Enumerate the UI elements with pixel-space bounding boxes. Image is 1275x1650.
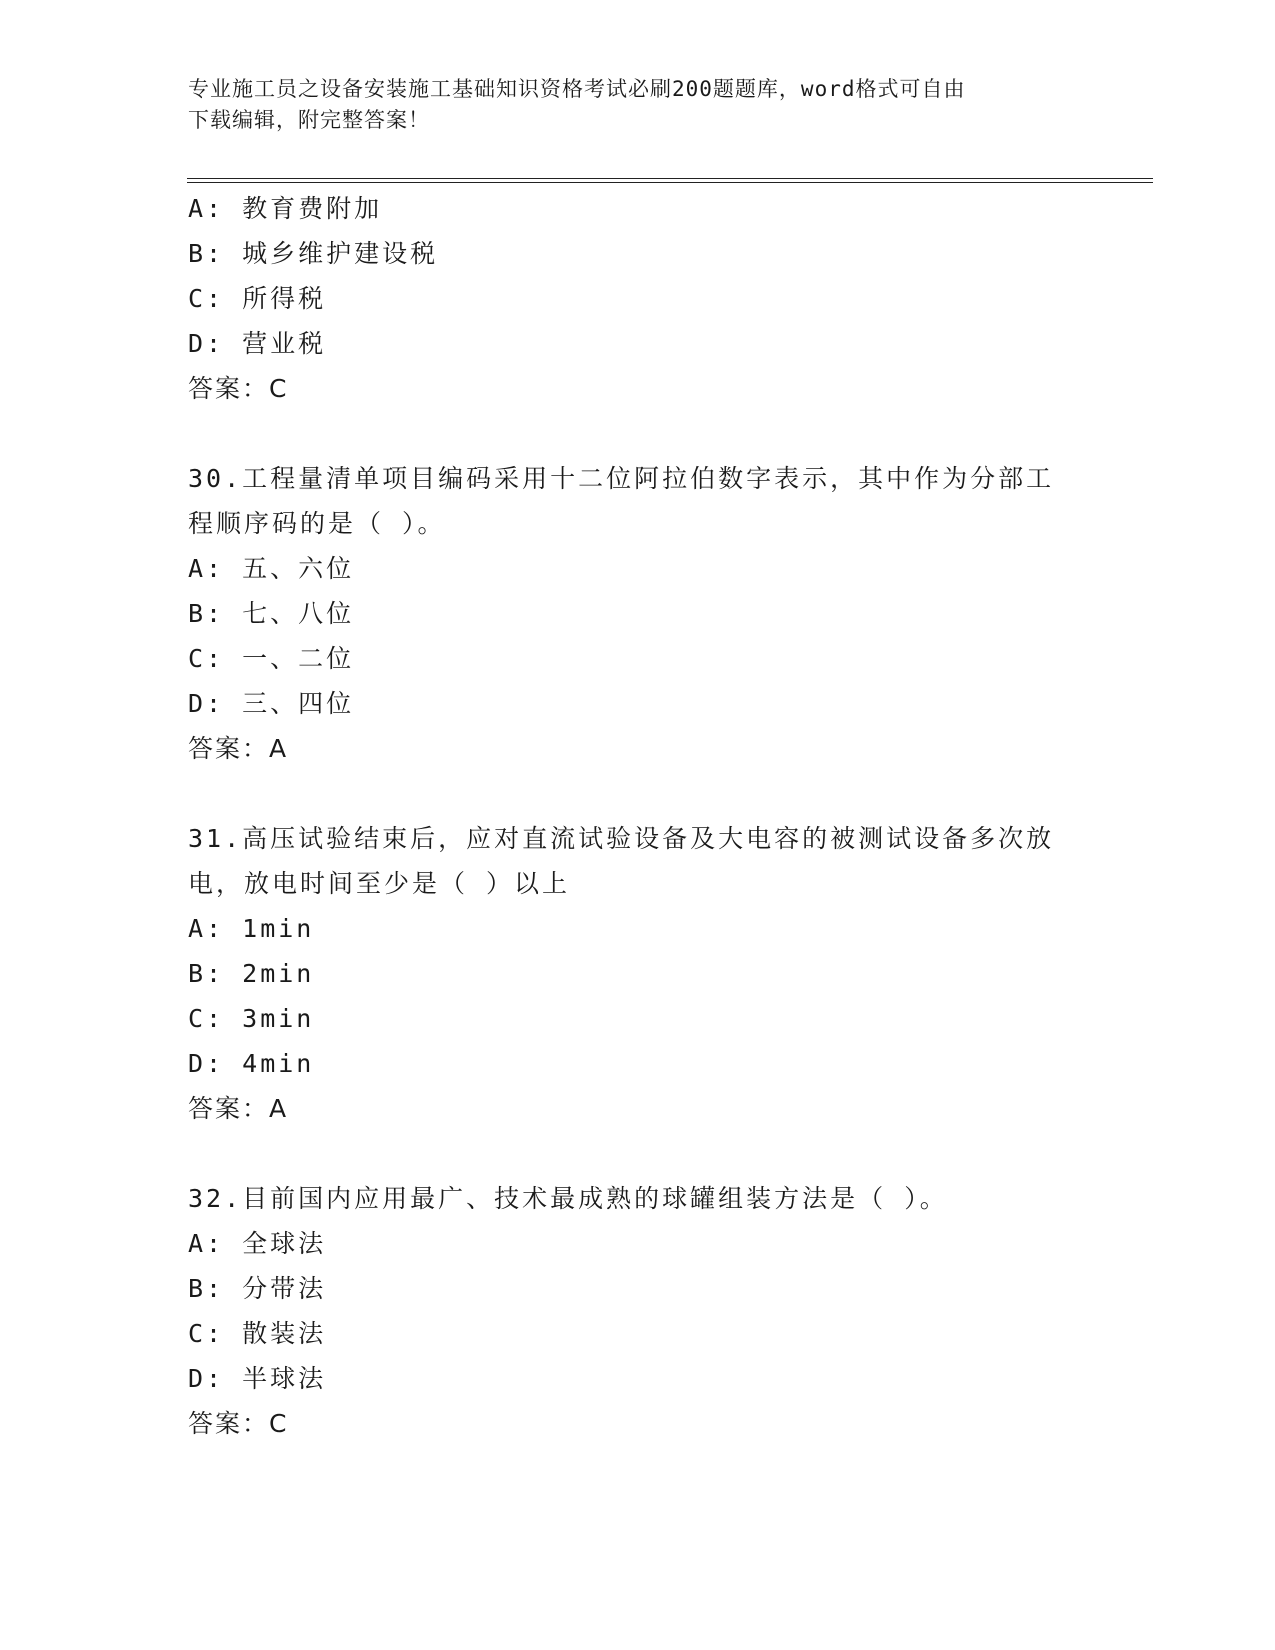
document-header — [188, 74, 1088, 136]
header-line-1: 专业施工员之设备安装施工基础知识资格考试必刷200题题库，word格式可自由 — [188, 77, 966, 101]
q30-option-d: D: 三、四位 — [188, 689, 355, 718]
q32-option-a: A: 全球法 — [188, 1229, 327, 1258]
q30-option-a: A: 五、六位 — [188, 554, 355, 583]
q29-answer: 答案：C — [188, 374, 289, 403]
q29-option-a: A: 教育费附加 — [188, 194, 383, 223]
q31-option-a: A: 1min — [188, 914, 315, 943]
q31-stem-line-2: 电，放电时间至少是（ ）以上 — [188, 869, 571, 898]
q31-answer: 答案：A — [188, 1094, 289, 1123]
q31-option-d: D: 4min — [188, 1049, 315, 1078]
q32-answer: 答案：C — [188, 1409, 289, 1438]
header-line-2: 下载编辑，附完整答案！ — [188, 108, 430, 132]
q32-option-d: D: 半球法 — [188, 1364, 327, 1393]
q30-stem-line-2: 程顺序码的是（ ）。 — [188, 509, 446, 538]
q31-option-c: C: 3min — [188, 1004, 315, 1033]
q32-option-b: B: 分带法 — [188, 1274, 327, 1303]
q29-option-d: D: 营业税 — [188, 329, 327, 358]
q32-option-c: C: 散装法 — [188, 1319, 327, 1348]
q31-option-b: B: 2min — [188, 959, 315, 988]
q30-option-c: C: 一、二位 — [188, 644, 355, 673]
q29-option-c: C: 所得税 — [188, 284, 327, 313]
q30-answer: 答案：A — [188, 734, 289, 763]
q30-stem-line-1: 30.工程量清单项目编码采用十二位阿拉伯数字表示，其中作为分部工 — [188, 464, 1055, 493]
q30-option-b: B: 七、八位 — [188, 599, 355, 628]
q32-stem-line-1: 32.目前国内应用最广、技术最成熟的球罐组装方法是（ ）。 — [188, 1184, 948, 1213]
q31-stem-line-1: 31.高压试验结束后，应对直流试验设备及大电容的被测试设备多次放 — [188, 824, 1055, 853]
q29-option-b: B: 城乡维护建设税 — [188, 239, 439, 268]
header-divider — [187, 178, 1153, 183]
